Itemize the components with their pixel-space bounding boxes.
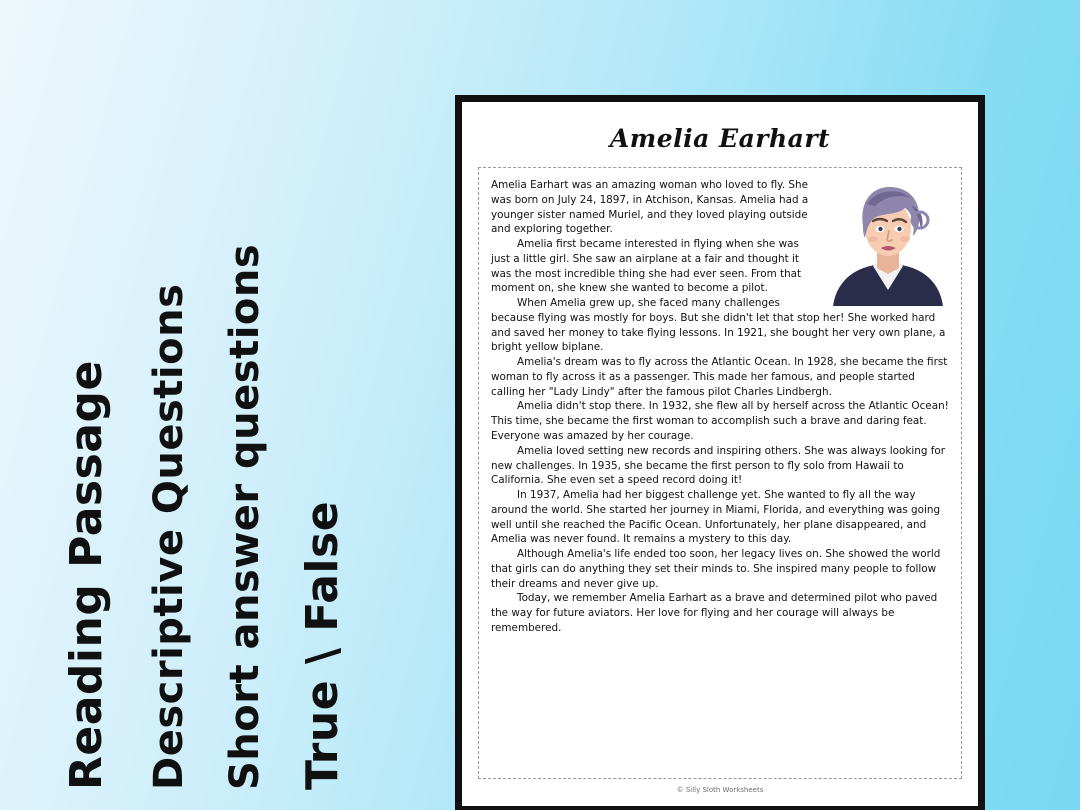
worksheet-preview <box>455 95 985 810</box>
vertical-title-stack <box>0 0 430 810</box>
passage-paragraph: Today, we remember Amelia Earhart as a brave and determined pilot who paved the way for future aviators. Her love for flying and her courage will always be remembered. <box>491 592 938 634</box>
passage-paragraph: Amelia loved setting new records and inspiring others. She was always looking for new challenges. In 1935, she became the first person to fly solo from Hawaii to California. She even set a speed record doing it! <box>491 444 946 487</box>
passage-paragraph: Amelia didn't stop there. In 1932, she flew all by herself across the Atlantic Ocean! This time, she became the first woman to accomplish such a brave and daring feat. Everyone was amazed by her courage. <box>491 400 949 443</box>
passage-paragraph: Amelia first became interested in flying when she was just a little girl. She saw an airplane at a fair and thought it was the most incredible thing she had ever seen. From that moment on, she knew she wanted to become a pilot. <box>491 238 802 295</box>
passage-paragraph: In 1937, Amelia had her biggest challenge yet. She wanted to fly all the way around the world. She started her journey in Miami, Florida, and everything was going well until she reached the Pacific Ocean. Unfortunately, her plane disappeared, and Amelia was never found. It remains a mystery to this day. <box>491 489 941 546</box>
passage-paragraph: When Amelia grew up, she faced many challenges because flying was mostly for boys. But she didn't let that stop her! She worked hard and saved her money to take flying lessons. In 1921, she bought her very own plane, a bright yellow biplane. <box>491 297 946 354</box>
vertical-title-short-answer-questions: Short answer questions <box>222 243 268 790</box>
reading-passage-box <box>478 167 962 779</box>
vertical-title-descriptive-questions: Descriptive Questions <box>146 283 192 790</box>
vertical-title-true-false: True \ False <box>297 500 348 790</box>
passage-paragraph: Amelia Earhart was an amazing woman who loved to fly. She was born on July 24, 1897, in Atchison, Kansas. Amelia had a younger sister named Muriel, and they loved playing outside and exploring together. <box>491 179 809 236</box>
vertical-title-reading-passage: Reading Passage <box>61 360 112 790</box>
page-title: Amelia Earhart <box>609 124 831 153</box>
worksheet-content <box>462 102 978 806</box>
passage-paragraph: Although Amelia's life ended too soon, her legacy lives on. She showed the world that girls can do anything they set their minds to. She inspired many people to follow their dreams and never give up. <box>491 548 941 590</box>
amelia-earhart-portrait-icon <box>827 178 949 306</box>
passage-paragraph: Amelia's dream was to fly across the Atlantic Ocean. In 1928, she became the first woman to fly across it as a passenger. This made her famous, and people started calling her "Lady Lindy" after the famous pilot Charles Lindbergh. <box>491 356 948 398</box>
footer-credit: © Silly Sloth Worksheets <box>676 786 764 794</box>
